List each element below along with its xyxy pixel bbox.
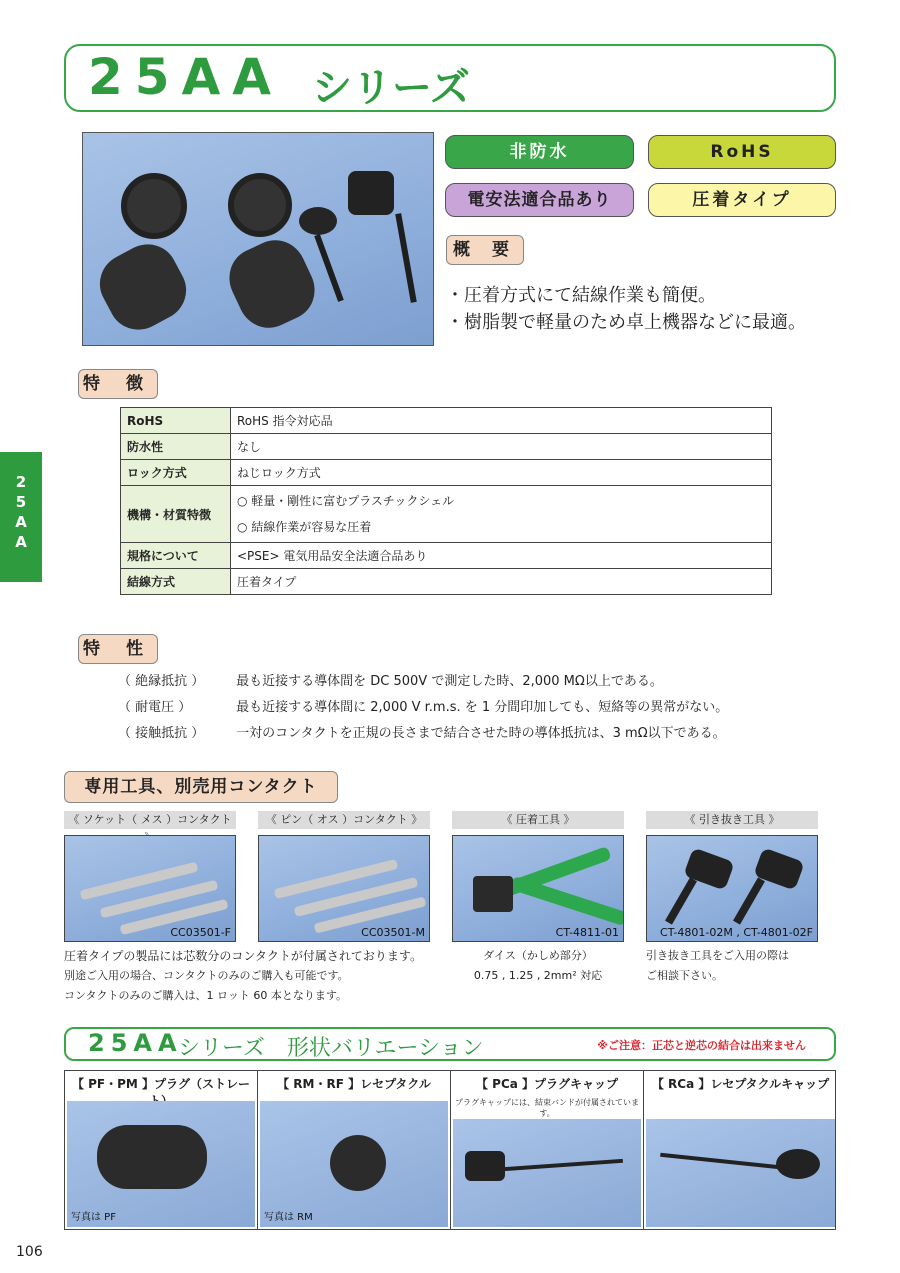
variation-header: 【 RCa 】レセプタクルキャップ xyxy=(651,1077,830,1091)
contact-note xyxy=(64,946,422,1006)
feature-key: 防水性 xyxy=(121,434,231,460)
feature-sub-line: ○ 軽量・剛性に富むプラスチックシェル xyxy=(237,494,455,508)
plug-cap-photo xyxy=(453,1119,641,1227)
note-line: ダイス（かしめ部分） xyxy=(483,949,593,962)
rohs-badge: RoHS xyxy=(648,135,836,169)
tool-caption: 《 引き抜き工具 》 xyxy=(646,811,818,829)
feature-value xyxy=(231,486,772,543)
table-row xyxy=(121,569,772,595)
variations-title: シリーズ 形状バリエーション xyxy=(178,1036,484,1061)
side-tab-char: A xyxy=(15,533,27,551)
feature-value: なし xyxy=(231,434,772,460)
property-row xyxy=(118,670,663,689)
series-title-text: シリーズ xyxy=(312,65,470,111)
tool-caption: 《 圧着工具 》 xyxy=(452,811,624,829)
tool-caption: 《 ソケット（ メス ）コンタクト xyxy=(64,811,236,829)
property-row xyxy=(118,696,728,715)
variation-header: 【 RM・RF 】レセプタクル xyxy=(277,1077,431,1091)
summary-text xyxy=(446,282,806,336)
side-tab-char: A xyxy=(15,513,27,531)
feature-key: 規格について xyxy=(121,543,231,569)
variation-cell xyxy=(65,1071,258,1229)
crimp-type-badge: 圧着タイプ xyxy=(648,183,836,217)
die-note xyxy=(452,946,624,986)
extraction-tool-photo xyxy=(646,835,818,942)
table-row xyxy=(121,434,772,460)
crimp-tool-photo xyxy=(452,835,624,942)
feature-key: 機構・材質特徴 xyxy=(121,486,231,543)
feature-value: 圧着タイプ xyxy=(231,569,772,595)
side-tab-char: 5 xyxy=(15,493,27,511)
property-key: （ 接触抵抗 ） xyxy=(118,726,205,741)
variation-sub-note: プラグキャップには、結束バンドが付属されています。 xyxy=(455,1098,639,1118)
side-tab-char: 2 xyxy=(15,473,27,491)
note-line: 圧着タイプの製品には芯数分のコンタクトが付属されております。 xyxy=(64,949,422,963)
property-value: 一対のコンタクトを正規の長さまで結合させた時の導体抵抗は、3 mΩ以下である。 xyxy=(236,726,726,741)
socket-contact-photo xyxy=(64,835,236,942)
table-row xyxy=(121,543,772,569)
summary-line: ・樹脂製で軽量のため卓上機器などに最適。 xyxy=(446,312,806,333)
features-table xyxy=(120,407,772,595)
note-line: 0.75 , 1.25 , 2mm² 対応 xyxy=(473,969,603,982)
variation-header: 【 PCa 】プラグキャップ xyxy=(475,1077,619,1091)
feature-key: ロック方式 xyxy=(121,460,231,486)
features-tag: 特 徴 xyxy=(78,369,158,399)
variation-cell xyxy=(258,1071,451,1229)
plug-photo xyxy=(67,1101,255,1227)
pin-contact-photo xyxy=(258,835,430,942)
receptacle-photo xyxy=(260,1101,448,1227)
tool-caption: 《 ピン（ オス ）コンタクト 》 xyxy=(258,811,430,829)
part-number: CC03501-M xyxy=(361,926,425,939)
property-key: （ 耐電圧 ） xyxy=(118,700,192,715)
page-number: 106 xyxy=(16,1244,43,1260)
part-number: CC03501-F xyxy=(170,926,231,939)
variation-header: 【 PF・PM 】プラグ（ストレー xyxy=(71,1077,251,1091)
feature-key: RoHS xyxy=(121,408,231,434)
property-row xyxy=(118,722,726,741)
series-code: 25AA xyxy=(88,48,283,106)
compatibility-warning: ※ご注意：正芯と逆芯の結合は出来ません xyxy=(597,1039,806,1052)
tools-tag: 専用工具、別売用コンタクト xyxy=(64,771,338,803)
variation-cell xyxy=(451,1071,644,1229)
note-line: 別途ご入用の場合、コンタクトのみのご購入も可能です。 xyxy=(64,969,349,982)
property-value: 最も近接する導体間を DC 500V で測定した時、2,000 MΩ以上である。 xyxy=(236,674,663,689)
variations-title-box xyxy=(64,1027,836,1061)
summary-line: ・圧着方式にて結線作業も簡便。 xyxy=(446,285,716,306)
feature-value: RoHS 指令対応品 xyxy=(231,408,772,434)
photo-caption: 写真は RM xyxy=(264,1212,313,1223)
feature-value: ねじロック方式 xyxy=(231,460,772,486)
feature-sub-line: ○ 結線作業が容易な圧着 xyxy=(237,520,372,534)
note-line: 引き抜き工具をご入用の際は xyxy=(646,949,789,962)
non-waterproof-badge: 非防水 xyxy=(445,135,634,169)
feature-key: 結線方式 xyxy=(121,569,231,595)
properties-tag: 特 性 xyxy=(78,634,158,664)
table-row xyxy=(121,408,772,434)
side-index-tab xyxy=(0,452,42,582)
property-key: （ 絶縁抵抗 ） xyxy=(118,674,205,689)
part-number: CT-4811-01 xyxy=(555,926,619,939)
receptacle-cap-photo xyxy=(646,1119,835,1227)
property-value: 最も近接する導体間に 2,000 V r.m.s. を 1 分間印加しても、短絡等の異常がない。 xyxy=(236,700,729,715)
pse-compliant-badge: 電安法適合品あり xyxy=(445,183,634,217)
variation-cell xyxy=(644,1071,837,1229)
photo-caption: 写真は PF xyxy=(71,1212,116,1223)
feature-value: <PSE> 電気用品安全法適合品あり xyxy=(231,543,772,569)
part-number: CT-4801-02M , CT-4801-02F xyxy=(660,926,813,939)
extraction-note xyxy=(646,946,789,986)
table-row xyxy=(121,486,772,543)
variations-code: 25AA xyxy=(88,1029,183,1057)
main-product-photo xyxy=(82,132,434,346)
summary-tag: 概 要 xyxy=(446,235,524,265)
note-line: ご相談下さい。 xyxy=(646,969,723,982)
note-line: コンタクトのみのご購入は、1 ロット 60 本となります。 xyxy=(64,989,347,1002)
table-row xyxy=(121,460,772,486)
variations-grid xyxy=(64,1070,836,1230)
series-title-box xyxy=(64,44,836,112)
